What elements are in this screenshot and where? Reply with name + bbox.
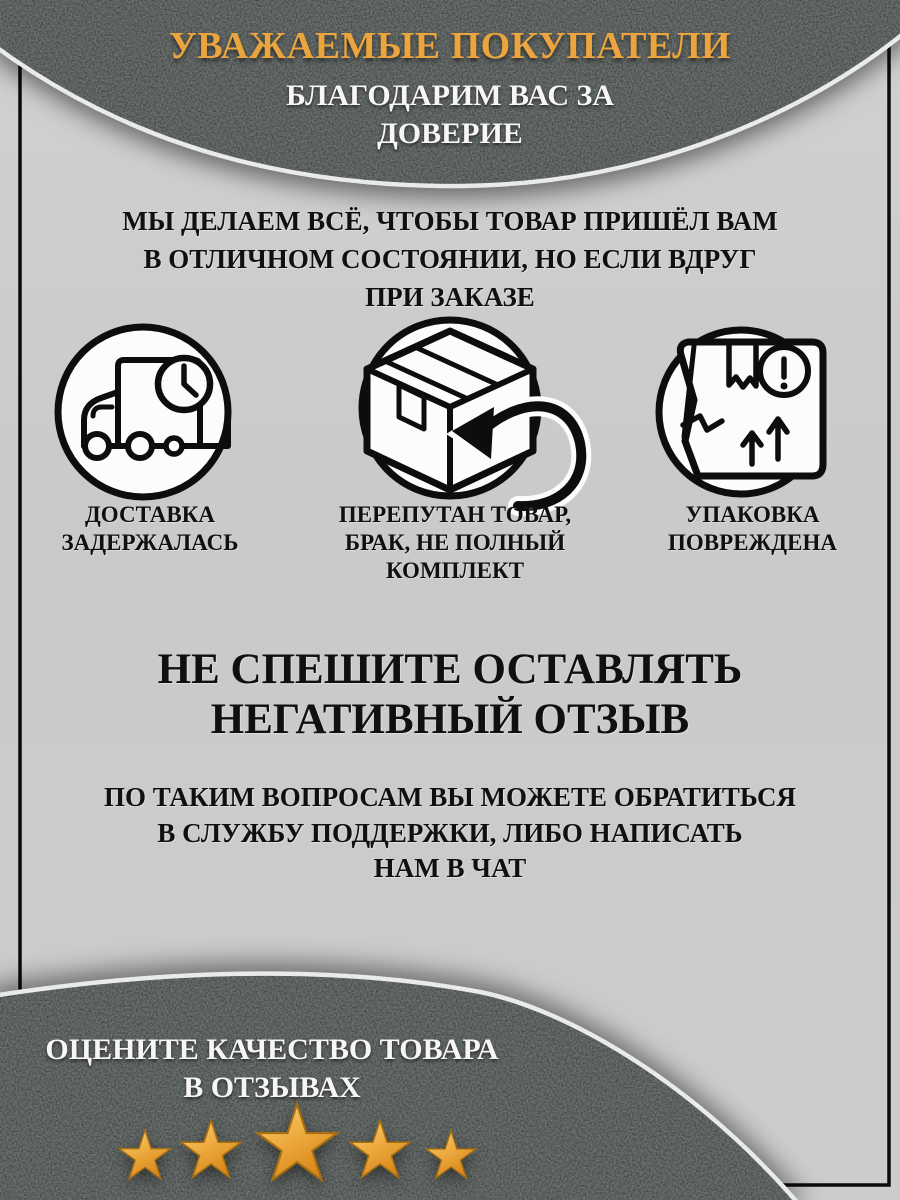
wrong-item-icon — [362, 320, 581, 506]
support-line: В СЛУЖБУ ПОДДЕРЖКИ, ЛИБО НАПИСАТЬ — [157, 817, 743, 848]
exclamation-badge-icon — [760, 347, 808, 395]
caption-line: ПЕРЕПУТАН ТОВАР, — [338, 502, 572, 527]
delivery-delay-icon — [58, 327, 228, 497]
subtitle-line: БЛАГОДАРИМ ВАС ЗА — [285, 79, 615, 112]
caption-delivery-delayed — [25, 501, 275, 557]
intro-paragraph — [0, 202, 900, 316]
support-line: ПО ТАКИМ ВОПРОСАМ ВЫ МОЖЕТЕ ОБРАТИТЬСЯ — [103, 782, 797, 812]
intro-line: ПРИ ЗАКАЗЕ — [365, 282, 535, 313]
damaged-package-icon — [659, 330, 823, 494]
caption-line: ПОВРЕЖДЕНА — [668, 530, 837, 556]
caption-wrong-item — [305, 501, 605, 585]
caption-line: БРАК, НЕ ПОЛНЫЙ — [344, 530, 566, 556]
warning-heading — [0, 645, 900, 746]
caption-line: ЗАДЕРЖАЛАСЬ — [61, 530, 239, 556]
footer-line: В ОТЗЫВАХ — [183, 1070, 361, 1104]
support-paragraph — [0, 780, 900, 887]
clock-icon — [158, 358, 210, 410]
warning-line: НЕ СПЕШИТЕ ОСТАВЛЯТЬ — [157, 646, 743, 693]
intro-line: МЫ ДЕЛАЕМ ВСЁ, ЧТОБЫ ТОВАР ПРИШЁЛ ВАМ — [122, 206, 778, 236]
caption-damaged-package — [615, 501, 890, 557]
footer-line: ОЦЕНИТЕ КАЧЕСТВО ТОВАРА — [45, 1033, 499, 1066]
intro-line: В ОТЛИЧНОМ СОСТОЯНИИ, НО ЕСЛИ ВДРУГ — [143, 244, 757, 275]
warning-line: НЕГАТИВНЫЙ ОТЗЫВ — [210, 696, 690, 744]
support-line: НАМ В ЧАТ — [373, 853, 527, 884]
subtitle-line: ДОВЕРИЕ — [377, 117, 523, 151]
caption-line: ДОСТАВКА — [84, 502, 216, 527]
header-subtitle — [0, 77, 900, 153]
caption-line: УПАКОВКА — [685, 502, 820, 527]
caption-line: КОМПЛЕКТ — [385, 558, 525, 584]
main-title: УВАЖАЕМЫЕ ПОКУПАТЕЛИ — [168, 25, 732, 67]
footer-message — [2, 1031, 542, 1107]
